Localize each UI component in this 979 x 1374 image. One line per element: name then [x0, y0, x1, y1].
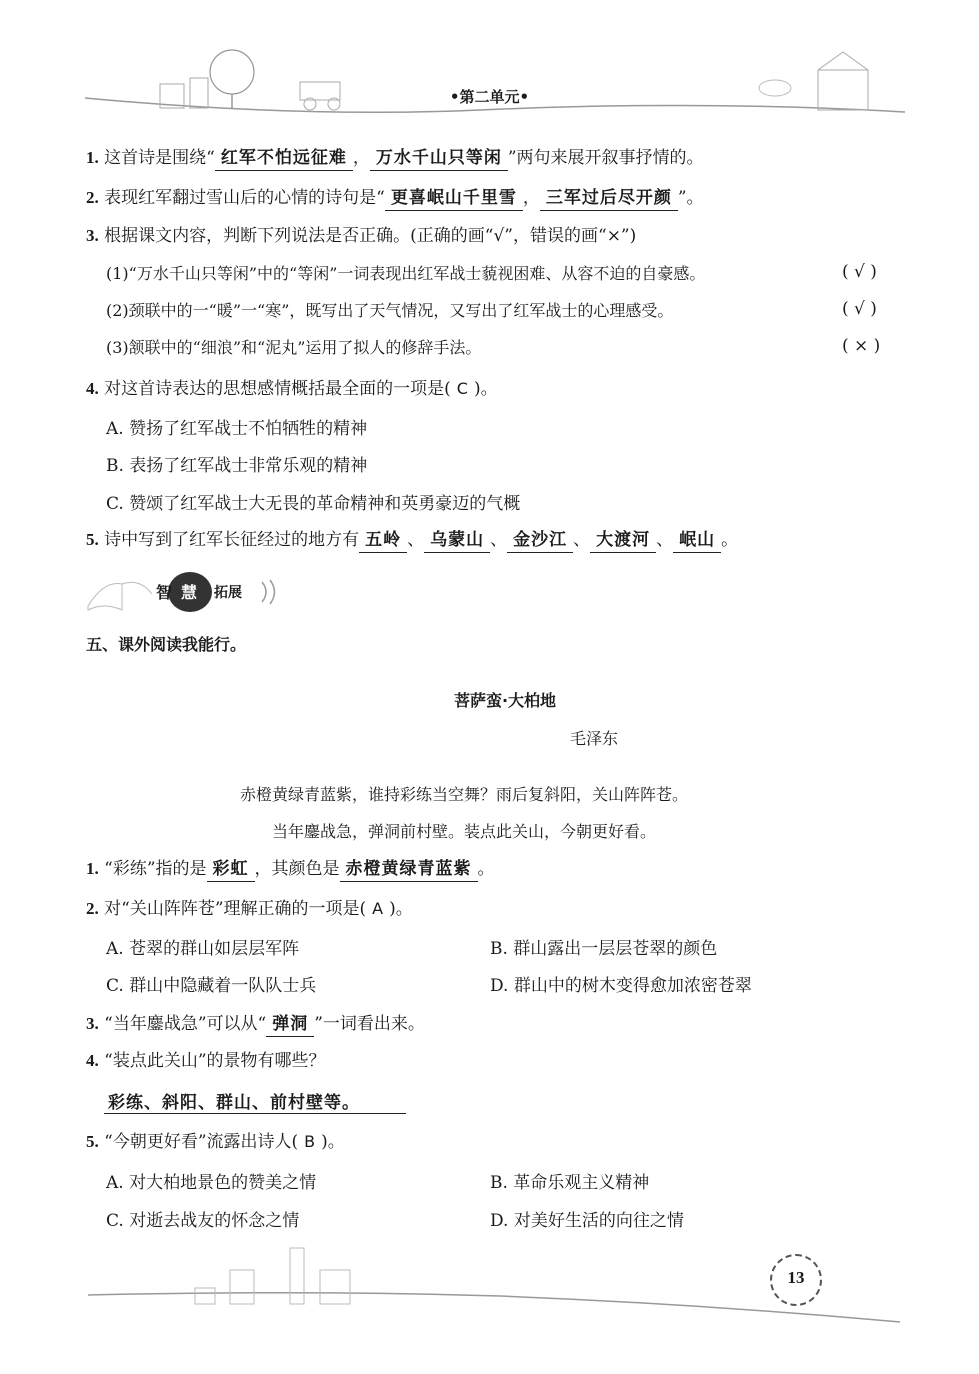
- header-decoration: [0, 0, 979, 130]
- answer-blank: 岷山: [673, 528, 721, 553]
- wisdom-banner: 智 慧 拓展: [82, 566, 292, 616]
- question-b3: 3. “当年鏖战急”可以从“ 弹洞 ”一词看出来。: [86, 1012, 425, 1037]
- option-b: B. 革命乐观主义精神: [490, 1173, 650, 1193]
- answer-blank: 弹洞: [266, 1012, 314, 1037]
- poem-line-2: 当年鏖战急，弹洞前村壁。装点此关山，今朝更好看。: [272, 822, 657, 841]
- question-a3: 3. 根据课文内容，判断下列说法是否正确。(正确的画“√”，错误的画“×”): [86, 226, 637, 246]
- poem-title: 菩萨蛮·大柏地: [453, 691, 557, 710]
- unit-title: •第二单元•: [449, 88, 530, 106]
- question-b1: 1. “彩练”指的是 彩虹 ，其颜色是 赤橙黄绿青蓝紫 。: [86, 857, 495, 882]
- poem-author: 毛泽东: [570, 729, 619, 748]
- answer-blank: 金沙江: [507, 528, 573, 553]
- option-d: D. 群山中的树木变得愈加浓密苍翠: [490, 976, 752, 996]
- answer-blank: 赤橙黄绿青蓝紫: [340, 857, 478, 882]
- answer-blank: 大渡河: [590, 528, 656, 553]
- option-c: C. 群山中隐藏着一队队士兵: [106, 976, 317, 996]
- question-b4: 4. “装点此关山”的景物有哪些？: [86, 1051, 326, 1071]
- judge-mark-2: ( √ ): [842, 299, 877, 319]
- option-d: D. 对美好生活的向往之情: [490, 1211, 684, 1231]
- question-a5: 5. 诗中写到了红军长征经过的地方有 五岭 、 乌蒙山 、 金沙江 、 大渡河 、 岷山 。: [86, 528, 738, 553]
- page-number: 13: [787, 1268, 805, 1287]
- judge-item-2: (2)颈联中的一“暖”一“寒”，既写出了天气情况，又写出了红军战士的心理感受。: [106, 301, 674, 320]
- answer-blank: 红军不怕远征难: [215, 146, 353, 171]
- choice-answer: B: [304, 1132, 316, 1151]
- option-a: A. 赞扬了红军战士不怕牺牲的精神: [106, 419, 368, 439]
- option-a: A. 苍翠的群山如层层军阵: [106, 939, 300, 959]
- answer-line: 彩练、斜阳、群山、前村壁等。: [104, 1088, 406, 1114]
- judge-item-3: (3)颔联中的“细浪”和“泥丸”运用了拟人的修辞手法。: [106, 338, 482, 357]
- question-b2: 2. 对“关山阵阵苍”理解正确的一项是( A )。: [86, 899, 413, 919]
- option-a: A. 对大柏地景色的赞美之情: [106, 1173, 317, 1193]
- option-b: B. 群山露出一层层苍翠的颜色: [490, 939, 718, 959]
- answer-blank: 乌蒙山: [424, 528, 490, 553]
- question-a1: 1. 这首诗是围绕“ 红军不怕远征难 ， 万水千山只等闲 ”两句来展开叙事抒情的。: [86, 146, 704, 171]
- option-c: C. 赞颂了红军战士大无畏的革命精神和英勇豪迈的气概: [106, 494, 521, 514]
- judge-mark-1: ( √ ): [842, 262, 877, 282]
- answer-blank: 彩虹: [207, 857, 255, 882]
- section-title: 五、课外阅读我能行。: [86, 635, 247, 654]
- poem-line-1: 赤橙黄绿青蓝紫，谁持彩练当空舞？雨后复斜阳，关山阵阵苍。: [240, 785, 689, 804]
- question-a2: 2. 表现红军翻过雪山后的心情的诗句是“ 更喜岷山千里雪 ， 三军过后尽开颜 ”。: [86, 186, 704, 211]
- answer-blank: 五岭: [359, 528, 407, 553]
- footer-decoration: [0, 1230, 979, 1340]
- choice-answer: C: [456, 379, 468, 398]
- judge-mark-3: ( × ): [842, 336, 881, 356]
- judge-item-1: (1)“万水千山只等闲”中的“等闲”一词表现出红军战士藐视困难、从容不迫的自豪感。: [106, 264, 706, 283]
- option-b: B. 表扬了红军战士非常乐观的精神: [106, 456, 368, 476]
- answer-blank: 更喜岷山千里雪: [385, 186, 523, 211]
- question-a4: 4. 对这首诗表达的思想感情概括最全面的一项是( C )。: [86, 379, 498, 399]
- question-b5: 5. “今朝更好看”流露出诗人( B )。: [86, 1132, 345, 1152]
- choice-answer: A: [372, 899, 384, 918]
- answer-blank: 万水千山只等闲: [370, 146, 508, 171]
- option-c: C. 对逝去战友的怀念之情: [106, 1211, 300, 1231]
- answer-blank: 三军过后尽开颜: [540, 186, 678, 211]
